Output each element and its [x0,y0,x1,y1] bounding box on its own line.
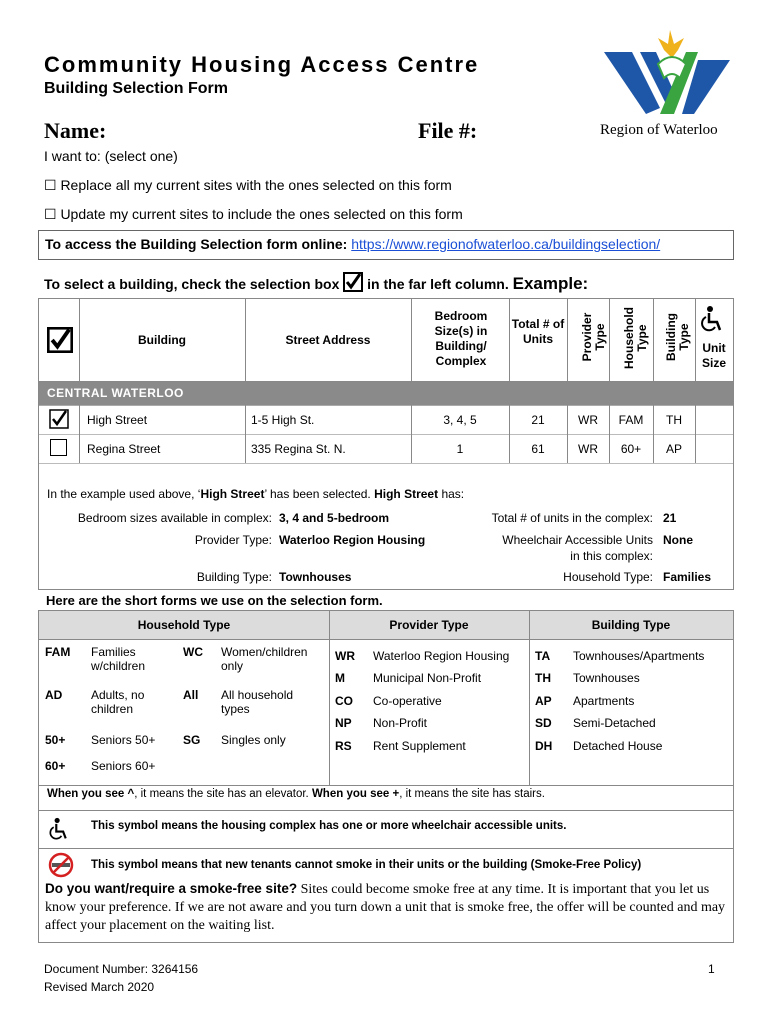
building-code: TA [535,649,551,663]
bedroom-detail-value: 3, 4 and 5-bedroom [279,511,390,525]
hh-desc: All household types [221,688,294,716]
row2-household: 60+ [620,442,642,456]
doc-number: Document Number: 3264156 [44,962,199,976]
bedroom-detail-label: Bedroom sizes available in complex: [77,511,272,525]
provider-desc: Rent Supplement [373,739,466,753]
row1-household: FAM [618,413,644,427]
building-desc: Detached House [573,739,663,753]
option-update[interactable]: ☐ Update my current sites to include the ones selected on this form [44,206,463,222]
wheelchair-icon [699,305,723,338]
row2-building: Regina Street [87,442,161,456]
elevator-note: When you see ^, it means the site has an elevator. When you see +, it means the site has stairs. [47,788,545,800]
hh-code: FAM [45,645,71,659]
short-forms-table [38,610,734,786]
provider-detail-label: Provider Type: [194,533,272,547]
wheel-detail-value: None [663,533,693,547]
name-label: Name: [44,118,107,143]
header-checkbox-icon [47,327,73,358]
hh-desc: Adults, no children [91,688,145,716]
section-bar [39,382,733,405]
row1-building: High Street [87,413,148,427]
row2-checkbox[interactable] [50,439,67,456]
household-header: Household Type [137,618,231,632]
row2-bedroom: 1 [456,442,464,456]
row1-bedroom: 3, 4, 5 [443,413,477,427]
household-detail-value: Families [663,570,712,584]
select-instruction-text: To select a building, check the selection box [44,276,340,292]
provider-desc: Municipal Non-Profit [373,671,482,685]
row1-provider: WR [578,413,598,427]
total-detail-label: Total # of units in the complex: [491,511,653,525]
row2-provider: WR [578,442,598,456]
online-box [38,230,734,260]
page-number: 1 [708,962,715,976]
online-label: To access the Building Selection form online: [45,236,348,252]
short-forms-title: Here are the short forms we use on the selection form. [46,593,383,608]
row2-address: 335 Regina St. N. [251,442,346,456]
hh-code: 50+ [45,733,66,747]
region-logo [598,30,738,140]
wheelchair-note: This symbol means the housing complex has one or more wheelchair accessible units. [91,820,567,832]
provider-code: NP [335,716,352,730]
hh-code: All [183,688,199,702]
header-building: Building [138,333,186,347]
building-detail-label: Building Type: [196,570,272,584]
checked-box-icon [343,272,363,295]
row2-type: AP [665,442,682,456]
hh-desc: Women/children only [221,645,308,673]
provider-code: M [335,671,345,685]
option-replace[interactable]: ☐ Replace all my current sites with the ones selected on this form [44,177,452,193]
i-want-label: I want to: (select one) [44,148,178,164]
wheel-detail-label1: Wheelchair Accessible Units [502,533,653,547]
hh-code: WC [183,645,203,659]
section-title: CENTRAL WATERLOO [47,386,184,400]
hh-desc: Families w/children [91,645,146,673]
header-household: Household Type [622,307,649,369]
total-detail-value: 21 [663,511,677,525]
provider-detail-value: Waterloo Region Housing [279,533,426,547]
provider-code: RS [335,739,352,753]
hh-desc: Seniors 50+ [91,733,156,747]
form-subtitle: Building Selection Form [44,80,229,97]
building-header: Building Type [591,618,671,632]
hh-desc: Seniors 60+ [91,759,156,773]
row2-total: 61 [531,442,545,456]
building-desc: Townhouses [573,671,640,685]
file-label: File #: [418,118,478,143]
form-title: Community Housing Access Centre [44,52,480,77]
provider-desc: Waterloo Region Housing [373,649,510,663]
smoke-note: This symbol means that new tenants cannot smoke in their units or the building (Smoke-Free Policy) [91,859,642,871]
building-code: TH [535,671,551,685]
row1-address: 1-5 High St. [251,413,315,427]
building-desc: Semi-Detached [573,716,656,730]
notes-box [38,784,734,943]
provider-code: CO [335,694,353,708]
hh-code: AD [45,688,63,702]
header-total: Total # of Units [511,317,565,346]
row1-total: 21 [531,413,545,427]
household-detail-label: Household Type: [563,570,653,584]
wheelchair-note-icon [47,817,69,846]
provider-code: WR [335,649,355,663]
smoke-question: Do you want/require a smoke-free site? Sites could become smoke free at any time. It is important that you let us know your preference. If we are not aware and you turn down a unit that is smoke free, the offer will be counted and may affect your placement on the waiting list. [45,881,726,933]
online-url-link[interactable]: https://www.regionofwaterloo.ca/buildingselection/ [351,236,661,252]
building-code: AP [535,694,552,708]
no-smoking-icon [47,852,75,883]
wheel-detail-label2: in this complex: [570,549,653,563]
provider-desc: Non-Profit [373,716,428,730]
logo-text: Region of Waterloo [600,122,718,138]
building-detail-value: Townhouses [279,570,352,584]
revised-date: Revised March 2020 [44,980,155,994]
example-table [38,298,734,590]
building-desc: Townhouses/Apartments [573,649,705,663]
example-label: Example: [512,274,589,293]
logo-icon [598,30,738,120]
select-instruction-after: in the far left column. [367,276,509,292]
example-lead: In the example used above, ‘High Street’ has been selected. High Street has: [47,487,465,501]
header-bedroom: Bedroom Size(s) in Building/ Complex [434,309,488,368]
building-code: DH [535,739,553,753]
select-instruction [44,272,588,295]
building-desc: Apartments [573,694,635,708]
hh-desc: Singles only [221,733,286,747]
row1-checkbox[interactable] [49,409,69,434]
header-building-type: Building Type [664,313,691,361]
row1-type: TH [666,413,682,427]
header-provider: Provider Type [580,312,607,362]
hh-code: 60+ [45,759,66,773]
hh-code: SG [183,733,201,747]
provider-header: Provider Type [389,618,469,632]
building-code: SD [535,716,552,730]
header-unit-size: Unit Size [701,341,726,370]
provider-desc: Co-operative [373,694,442,708]
header-address: Street Address [285,333,371,347]
